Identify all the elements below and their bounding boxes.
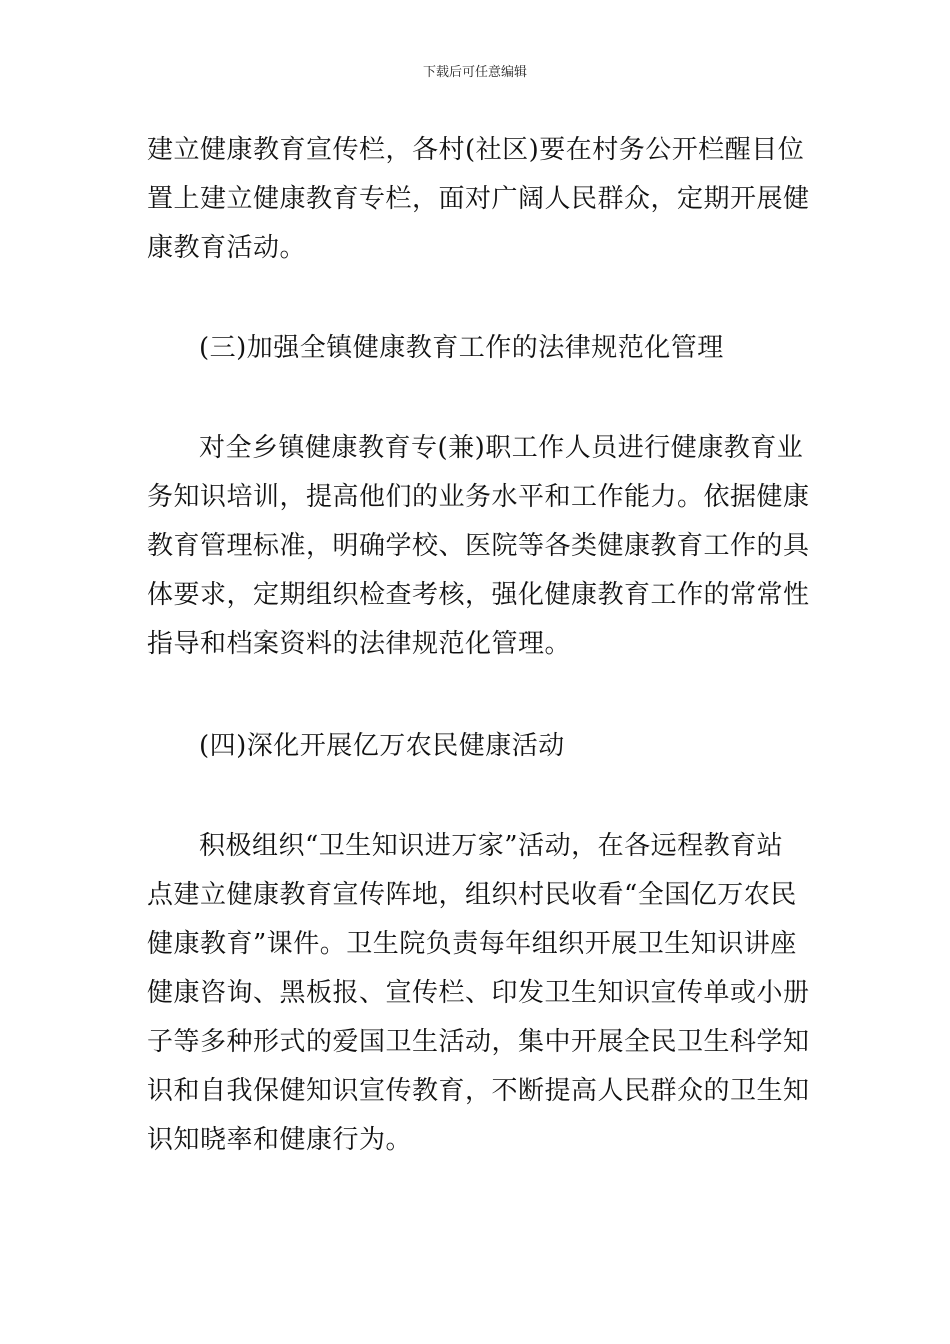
paragraph-3-line-6: 识和自我保健知识宣传教育，不断提高人民群众的卫生知 — [147, 1076, 810, 1106]
paragraph-3-line-2: 点建立健康教育宣传阵地，组织村民收看“全国亿万农民 — [147, 880, 797, 910]
paragraph-3 — [147, 822, 810, 1165]
paragraph-1-line-1: 建立健康教育宣传栏，各村(社区)要在村务公开栏醒目位 — [147, 135, 805, 165]
section-heading-3: (三)加强全镇健康教育工作的法律规范化管理 — [199, 333, 724, 363]
paragraph-3-line-5: 子等多种形式的爱国卫生活动，集中开展全民卫生科学知 — [147, 1027, 810, 1057]
paragraph-3-line-7: 识知晓率和健康行为。 — [147, 1125, 413, 1155]
paragraph-3-line-4: 健康咨询、黑板报、宣传栏、印发卫生知识宣传单或小册 — [147, 978, 810, 1008]
paragraph-3-line-3: 健康教育”课件。卫生院负责每年组织开展卫生知识讲座 — [147, 929, 797, 959]
paragraph-2-line-1: 对全乡镇健康教育专(兼)职工作人员进行健康教育业 — [199, 433, 804, 463]
paragraph-3-line-1: 积极组织“卫生知识进万家”活动，在各远程教育站 — [199, 831, 784, 861]
paragraph-1-line-2: 置上建立健康教育专栏，面对广阔人民群众，定期开展健 — [147, 184, 810, 214]
paragraph-2 — [147, 424, 810, 669]
page-header: 下载后可任意编辑 — [422, 65, 527, 80]
paragraph-1 — [147, 126, 810, 273]
paragraph-2-line-2: 务知识培训，提高他们的业务水平和工作能力。依据健康 — [147, 482, 810, 512]
paragraph-2-line-3: 教育管理标准，明确学校、医院等各类健康教育工作的具 — [147, 531, 810, 561]
paragraph-2-line-4: 体要求，定期组织检查考核，强化健康教育工作的常常性 — [147, 580, 810, 610]
section-heading-4: (四)深化开展亿万农民健康活动 — [199, 731, 565, 761]
paragraph-1-line-3: 康教育活动。 — [147, 233, 307, 263]
paragraph-2-line-5: 指导和档案资料的法律规范化管理。 — [147, 629, 572, 659]
